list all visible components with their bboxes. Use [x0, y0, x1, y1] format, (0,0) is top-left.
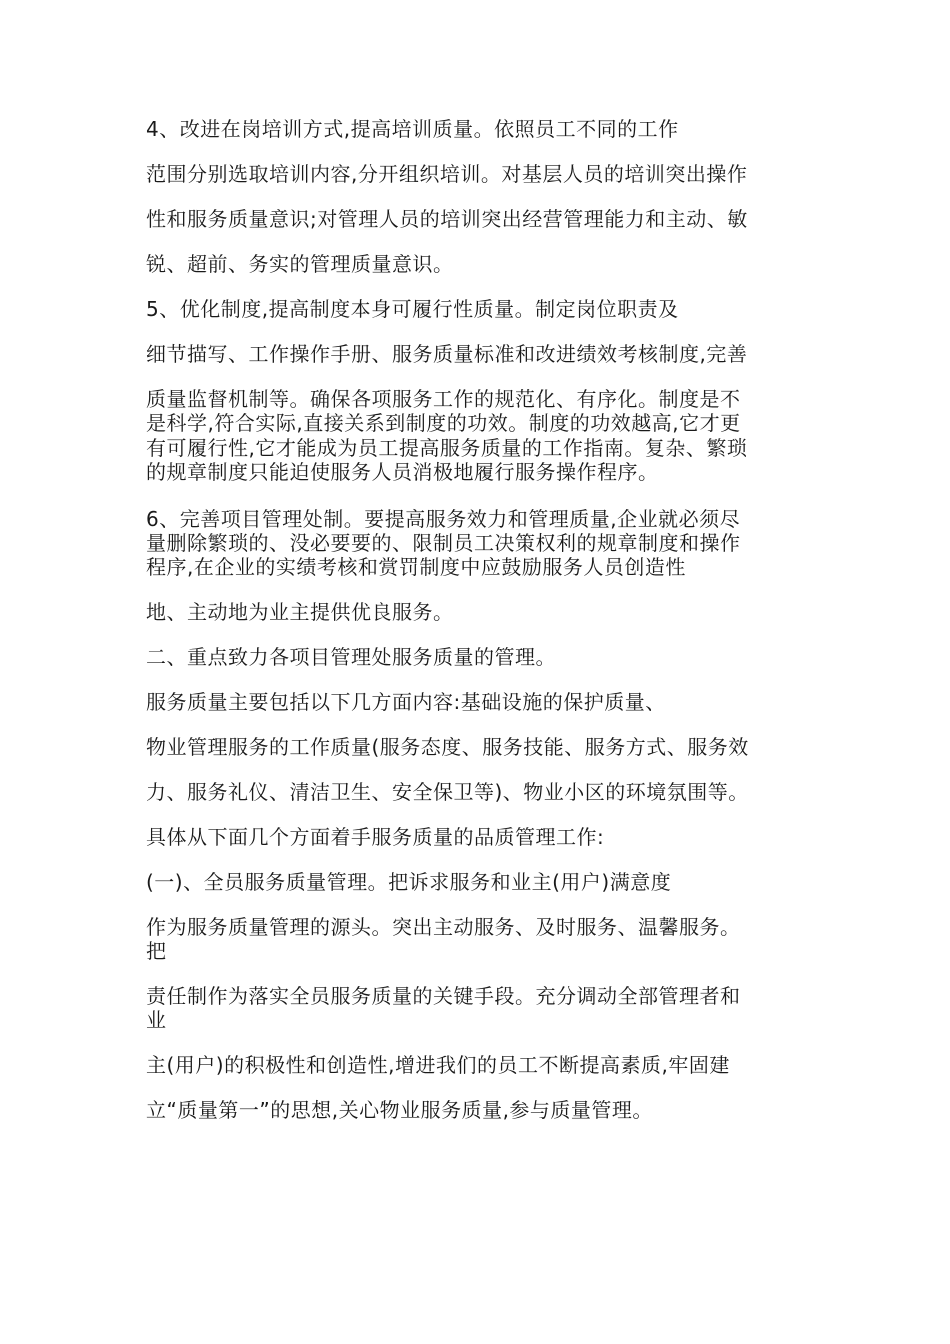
- text-line: 4、改进在岗培训方式,提高培训质量。依照员工不同的工作: [146, 117, 679, 141]
- text-line: 范围分别选取培训内容,分开组织培训。对基层人员的培训突出操作: [146, 162, 748, 186]
- text-line: 物业管理服务的工作质量(服务态度、服务技能、服务方式、服务效: [146, 735, 749, 759]
- text-line: 是科学,符合实际,直接关系到制度的功效。制度的功效越高,它才更: [146, 411, 741, 435]
- text-line: 有可履行性,它才能成为员工提高服务质量的工作指南。复杂、繁琐: [146, 436, 748, 460]
- text-line: 力、服务礼仪、清洁卫生、安全保卫等)、物业小区的环境氛围等。: [146, 780, 749, 804]
- text-line: 主(用户)的积极性和创造性,增进我们的员工不断提高素质,牢固建: [146, 1053, 730, 1077]
- text-line: 细节描写、工作操作手册、服务质量标准和改进绩效考核制度,完善: [146, 342, 748, 366]
- text-line: (一)、全员服务质量管理。把诉求服务和业主(用户)满意度: [146, 870, 672, 894]
- text-line: 5、优化制度,提高制度本身可履行性质量。制定岗位职责及: [146, 297, 679, 321]
- text-line: 量删除繁琐的、没必要要的、限制员工决策权利的规章制度和操作: [146, 531, 741, 555]
- text-line: 把: [146, 939, 167, 963]
- text-line: 程序,在企业的实绩考核和赏罚制度中应鼓励服务人员创造性: [146, 555, 686, 579]
- text-line: 性和服务质量意识;对管理人员的培训突出经营管理能力和主动、敏: [146, 207, 748, 231]
- text-line: 质量监督机制等。确保各项服务工作的规范化、有序化。制度是不: [146, 387, 741, 411]
- text-line: 具体从下面几个方面着手服务质量的品质管理工作:: [146, 825, 605, 849]
- text-line: 的规章制度只能迫使服务人员消极地履行服务操作程序。: [146, 460, 659, 484]
- text-line: 业: [146, 1008, 167, 1032]
- text-line: 6、完善项目管理处制。要提高服务效力和管理质量,企业就必须尽: [146, 507, 741, 531]
- text-line: 立“质量第一”的思想,关心物业服务质量,参与质量管理。: [146, 1098, 653, 1122]
- text-line: 责任制作为落实全员服务质量的关键手段。充分调动全部管理者和: [146, 984, 741, 1008]
- text-line: 服务质量主要包括以下几方面内容:基础设施的保护质量、: [146, 690, 666, 714]
- text-line: 二、重点致力各项目管理处服务质量的管理。: [146, 645, 556, 669]
- text-line: 作为服务质量管理的源头。突出主动服务、及时服务、温馨服务。: [146, 915, 741, 939]
- text-line: 锐、超前、务实的管理质量意识。: [146, 252, 454, 276]
- text-line: 地、主动地为业主提供优良服务。: [146, 600, 454, 624]
